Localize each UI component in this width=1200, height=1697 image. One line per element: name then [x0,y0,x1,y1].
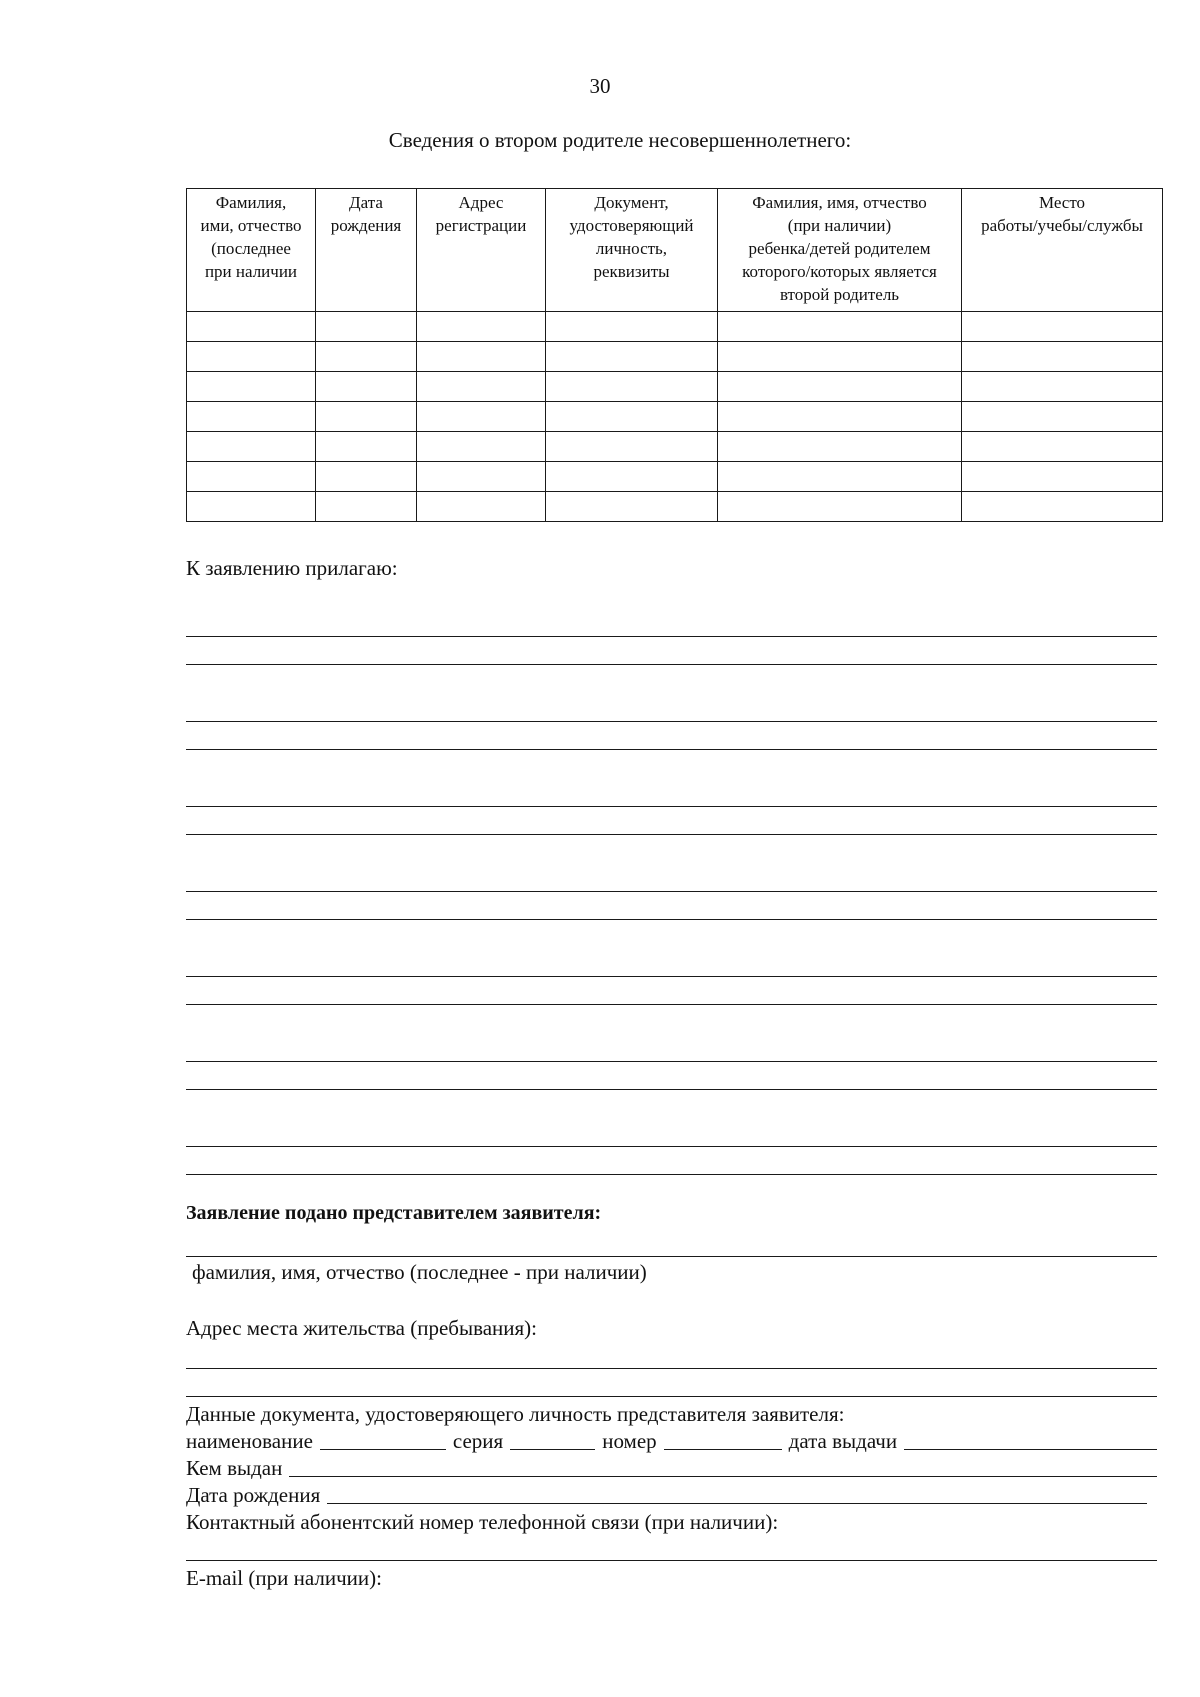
table-cell[interactable] [718,372,962,402]
header-birth-date: Дата рождения [316,189,417,312]
table-body [187,312,1163,522]
table-cell[interactable] [962,372,1163,402]
table-cell[interactable] [718,342,962,372]
table-cell[interactable] [187,432,316,462]
table-row [187,462,1163,492]
phone-label: Контактный абонентский номер телефонной связи (при наличии): [186,1510,779,1534]
table-cell[interactable] [417,372,546,402]
table-row [187,432,1163,462]
address-label: Адрес места жительства (пребывания): [186,1316,538,1340]
table-cell[interactable] [187,462,316,492]
doc-issue-date-field[interactable] [904,1448,1157,1450]
attachment-line[interactable] [186,806,1157,807]
table-cell[interactable] [546,432,718,462]
section-title: Сведения о втором родителе несовершеннолетнего: [388,128,852,152]
table-header-row [187,189,1163,312]
birth-date-label: Дата рождения [186,1483,321,1507]
table-cell[interactable] [316,492,417,522]
issued-by-field[interactable] [289,1475,1157,1477]
doc-number-field[interactable] [664,1448,782,1450]
table-cell[interactable] [417,402,546,432]
attachment-line[interactable] [186,664,1157,665]
table-cell[interactable] [316,312,417,342]
table-cell[interactable] [718,432,962,462]
doc-issue-date-label: дата выдачи [788,1429,898,1453]
table-cell[interactable] [417,492,546,522]
second-parent-table [186,188,1163,522]
table-cell[interactable] [962,402,1163,432]
attachment-line[interactable] [186,919,1157,920]
table-cell[interactable] [962,492,1163,522]
table-cell[interactable] [316,372,417,402]
table-cell[interactable] [187,492,316,522]
doc-number-label: номер [602,1429,657,1453]
table-cell[interactable] [546,342,718,372]
table-row [187,312,1163,342]
table-cell[interactable] [962,342,1163,372]
table-cell[interactable] [546,462,718,492]
table-cell[interactable] [316,342,417,372]
table-cell[interactable] [546,402,718,432]
attachment-line[interactable] [186,976,1157,977]
representative-name-caption: фамилия, имя, отчество (последнее - при наличии) [192,1260,647,1284]
doc-series-label: серия [452,1429,504,1453]
attachment-line[interactable] [186,1061,1157,1062]
document-details-row [186,1429,1157,1454]
doc-name-label: наименование [186,1429,313,1453]
table-cell[interactable] [546,372,718,402]
table-cell[interactable] [417,342,546,372]
table-cell[interactable] [962,312,1163,342]
email-label: E-mail (при наличии): [186,1566,382,1590]
table-cell[interactable] [962,432,1163,462]
table-cell[interactable] [316,462,417,492]
header-full-name: Фамилия, ими, отчество (последнее при наличии [187,189,316,312]
page-number: 30 [589,74,611,98]
table-cell[interactable] [718,492,962,522]
address-line[interactable] [186,1368,1157,1369]
table-cell[interactable] [417,462,546,492]
attachment-line[interactable] [186,721,1157,722]
table-row [187,372,1163,402]
table-cell[interactable] [718,462,962,492]
attachment-line[interactable] [186,1089,1157,1090]
table-cell[interactable] [546,312,718,342]
attachment-line[interactable] [186,749,1157,750]
issued-by-label: Кем выдан [186,1456,283,1480]
attachment-line[interactable] [186,1004,1157,1005]
table-row [187,342,1163,372]
attachment-line[interactable] [186,1146,1157,1147]
phone-line[interactable] [186,1560,1157,1561]
address-line[interactable] [186,1396,1157,1397]
representative-name-line[interactable] [186,1256,1157,1257]
attachments-label: К заявлению прилагаю: [186,556,398,580]
table-row [187,492,1163,522]
header-registration-address: Адрес регистрации [417,189,546,312]
table-cell[interactable] [187,372,316,402]
attachment-line[interactable] [186,891,1157,892]
issued-by-row [186,1456,1157,1481]
attachment-line[interactable] [186,834,1157,835]
table-cell[interactable] [316,402,417,432]
table-cell[interactable] [718,312,962,342]
table-cell[interactable] [718,402,962,432]
table-row [187,402,1163,432]
table-cell[interactable] [316,432,417,462]
table-cell[interactable] [187,312,316,342]
doc-name-field[interactable] [320,1448,446,1450]
attachment-line[interactable] [186,636,1157,637]
table-cell[interactable] [187,342,316,372]
table-cell[interactable] [417,432,546,462]
header-children-names: Фамилия, имя, отчество (при наличии) ребенка/детей родителем которого/которых является второй родитель [718,189,962,312]
table-cell[interactable] [417,312,546,342]
header-identity-document: Документ, удостоверяющий личность, реквизиты [546,189,718,312]
birth-date-row [186,1483,1147,1508]
document-label: Данные документа, удостоверяющего личность представителя заявителя: [186,1402,845,1426]
table-cell[interactable] [962,462,1163,492]
birth-date-field[interactable] [327,1502,1147,1504]
representative-heading: Заявление подано представителем заявителя: [186,1202,602,1224]
header-workplace: Место работы/учебы/службы [962,189,1163,312]
attachment-line[interactable] [186,1174,1157,1175]
doc-series-field[interactable] [510,1448,595,1450]
table-cell[interactable] [187,402,316,432]
table-cell[interactable] [546,492,718,522]
